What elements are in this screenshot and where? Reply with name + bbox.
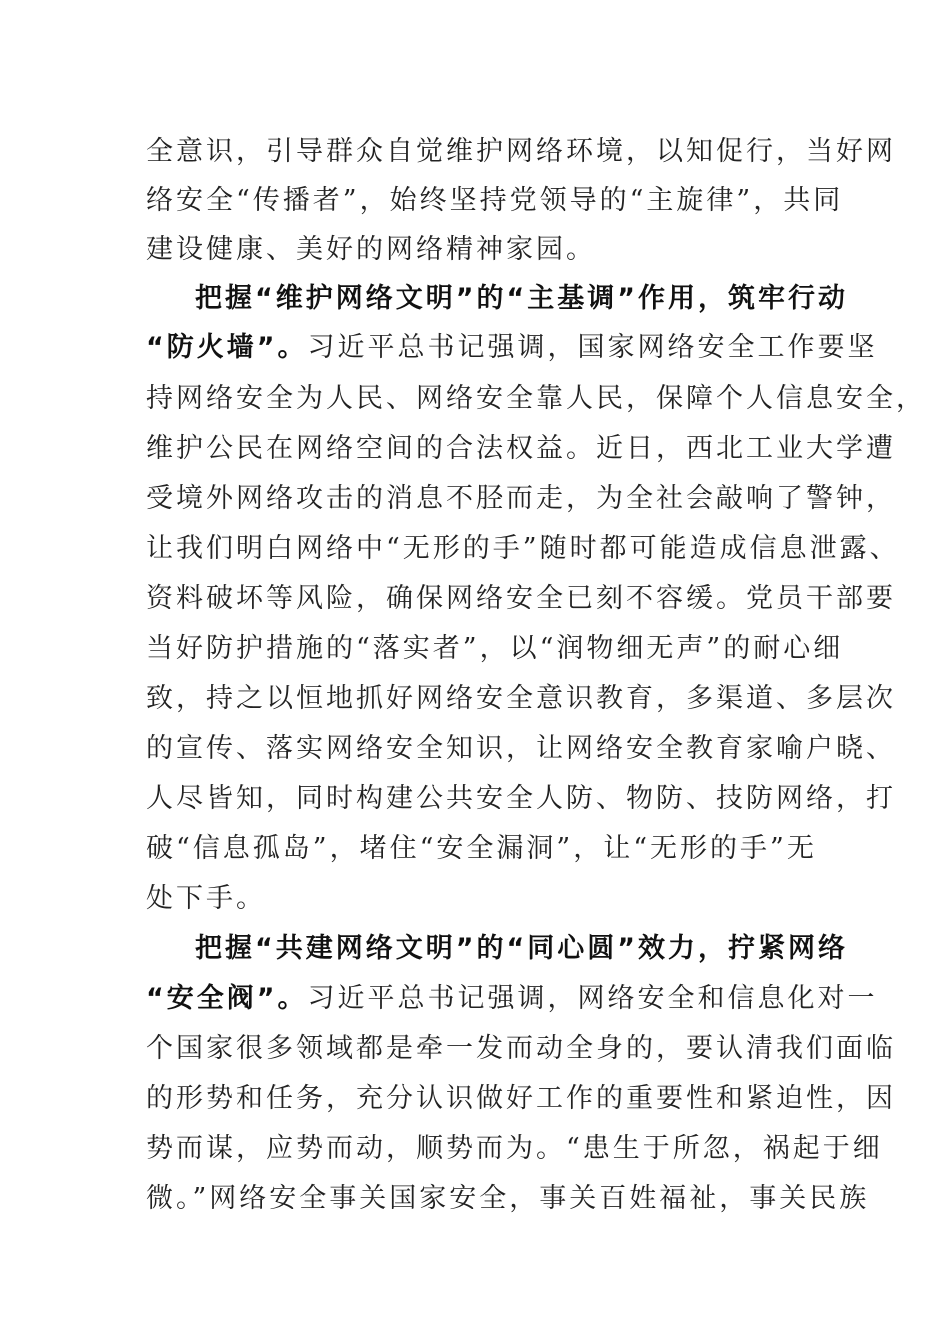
body-line [146,974,878,1024]
section-heading-line: 把握“维护网络文明”的“主基调”作用，筑牢行动 [195,283,848,314]
section-heading-line: 把握“共建网络文明”的“同心圆”效力，拧紧网络 [195,933,848,964]
body-line: 处下手。 [146,883,266,914]
body-line: 维护公民在网络空间的合法权益。近日，西北工业大学遭 [146,433,896,464]
section-heading-tail: “防火墙”。 [146,332,308,363]
body-line: 的形势和任务，充分认识做好工作的重要性和紧迫性，因 [146,1083,896,1114]
body-line: 资料破坏等风险，确保网络安全已刻不容缓。党员干部要 [146,583,896,614]
body-line: 持网络安全为人民、网络安全靠人民，保障个人信息安全， [146,383,926,414]
body-line: 势而谋，应势而动，顺势而为。“患生于所忽，祸起于细 [146,1133,883,1164]
body-line: 全意识，引导群众自觉维护网络环境，以知促行，当好网 [146,136,896,167]
body-line: 络安全“传播者”，始终坚持党领导的“主旋律”，共同 [146,185,844,216]
body-line: 当好防护措施的“落实者”，以“润物细无声”的耐心细 [146,633,844,664]
body-line: 让我们明白网络中“无形的手”随时都可能造成信息泄露、 [146,533,900,564]
body-text: 习近平总书记强调，国家网络安全工作要坚 [307,332,878,363]
body-line: 的宣传、落实网络安全知识，让网络安全教育家喻户晓、 [146,733,896,764]
body-line: 人尽皆知，同时构建公共安全人防、物防、技防网络，打 [146,783,896,814]
body-line: 微。”网络安全事关国家安全，事关百姓福祉，事关民族 [146,1183,870,1214]
body-line [146,323,878,373]
body-text: 习近平总书记强调，网络安全和信息化对一 [307,983,878,1014]
body-line: 个国家很多领域都是牵一发而动全身的，要认清我们面临 [146,1033,896,1064]
section-heading-tail: “安全阀”。 [146,983,308,1014]
body-line: 建设健康、美好的网络精神家园。 [146,234,596,265]
body-line: 破“信息孤岛”，堵住“安全漏洞”，让“无形的手”无 [146,833,817,864]
body-line: 致，持之以恒地抓好网络安全意识教育，多渠道、多层次 [146,683,896,714]
body-line: 受境外网络攻击的消息不胫而走，为全社会敲响了警钟， [146,483,896,514]
